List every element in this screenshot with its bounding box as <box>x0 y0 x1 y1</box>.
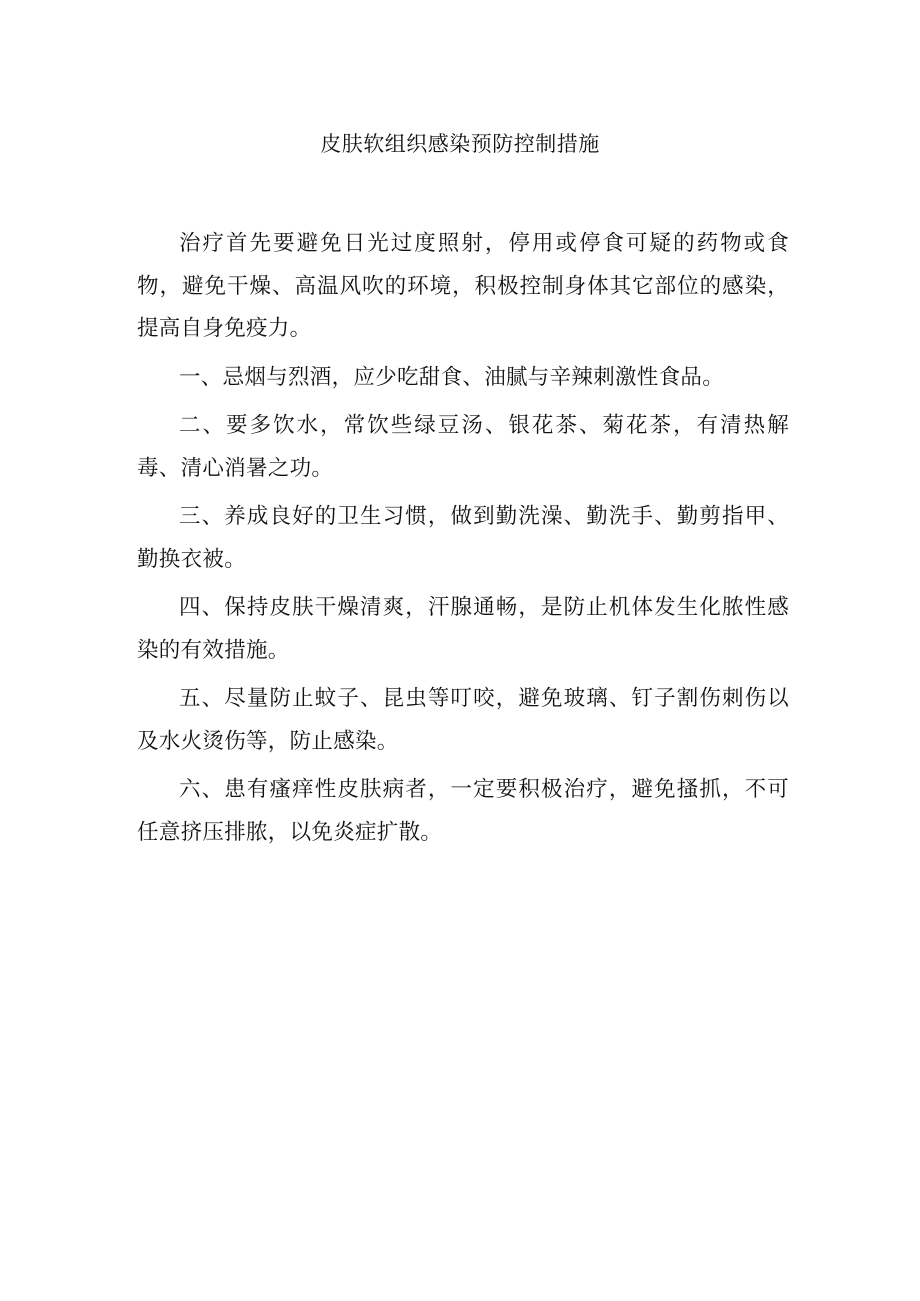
paragraph-item-5: 五、尽量防止蚊子、昆虫等叮咬，避免玻璃、钉子割伤刺伤以及水火烫伤等，防止感染。 <box>137 686 789 754</box>
paragraph-item-2: 二、要多饮水，常饮些绿豆汤、银花茶、菊花茶，有清热解毒、清心消暑之功。 <box>137 413 789 481</box>
paragraph-item-1: 一、忌烟与烈酒，应少吃甜食、油腻与辛辣刺激性食品。 <box>179 364 725 390</box>
paragraph-intro: 治疗首先要避免日光过度照射，停用或停食可疑的药物或食物，避免干燥、高温风吹的环境，积极控制身体其它部位的感染，提高自身免疫力。 <box>137 231 789 341</box>
document-title: 皮肤软组织感染预防控制措施 <box>320 132 600 156</box>
paragraph-item-3: 三、养成良好的卫生习惯，做到勤洗澡、勤洗手、勤剪指甲、勤换衣被。 <box>137 504 789 572</box>
paragraph-item-6: 六、患有瘙痒性皮肤病者，一定要积极治疗，避免搔抓，不可任意挤压排脓，以免炎症扩散。 <box>137 777 789 845</box>
paragraph-item-4: 四、保持皮肤干燥清爽，汗腺通畅，是防止机体发生化脓性感染的有效措施。 <box>137 595 789 663</box>
document-body <box>137 223 789 860</box>
